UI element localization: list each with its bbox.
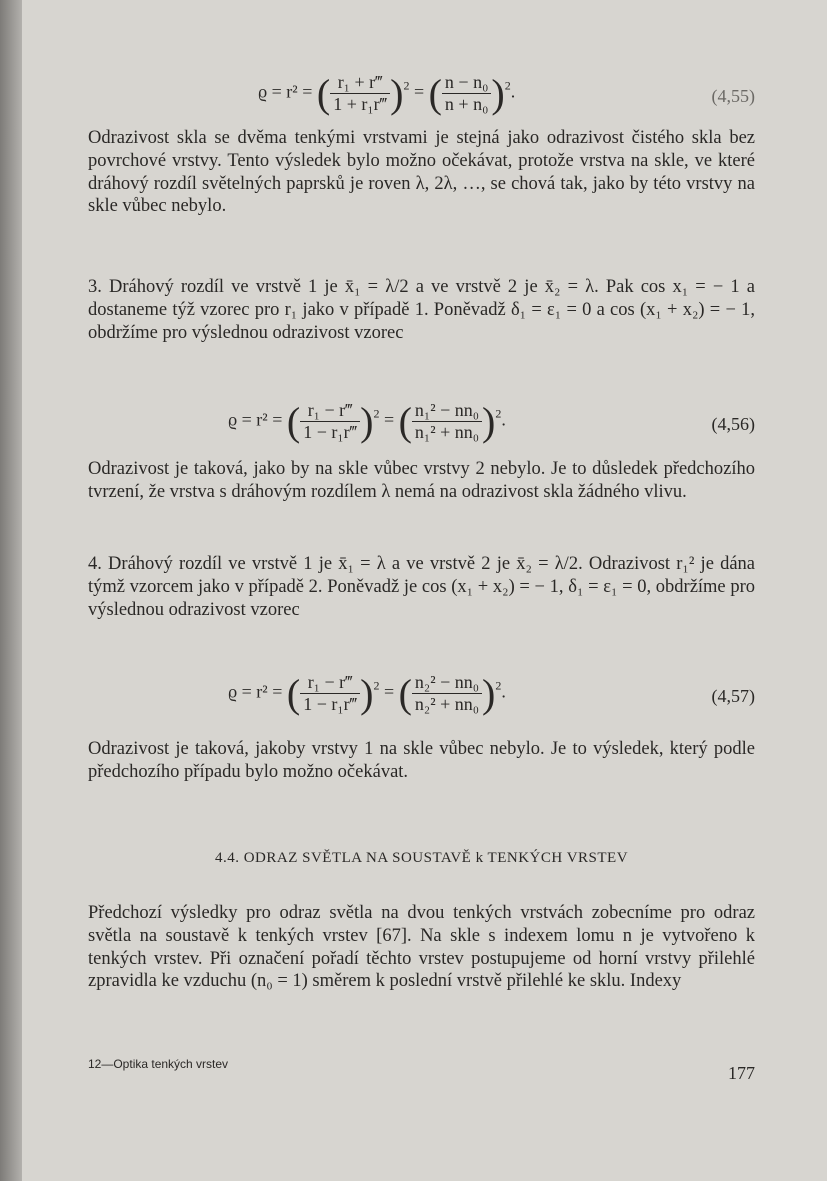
exponent: 2 [504,78,511,93]
exponent: 2 [373,406,380,421]
paragraph-2: 3. Dráhový rozdíl ve vrstvě 1 je x̄₁ = λ/2 a ve vrstvě 2 je x̄₂ = λ. Pak cos x₁ = − 1 a dostaneme týž vzorec pro r₁ jako v případě 1. Poněvadž δ₁ = ε₁ = 0 a cos (x₁ + x₂) = − 1, obdržíme pro výslednou odrazivost vzorec [88,277,755,343]
fraction [330,72,390,115]
equation-body [228,398,506,445]
paragraph-5: Odrazivost je taková, jakoby vrstvy 1 na skle vůbec nebylo. Je to výsledek, který podle předchozího případu bylo možno očekávat. [88,739,755,782]
equation-4-57 [88,668,755,728]
equation-4-56 [88,396,755,456]
equation-4-55 [88,66,755,126]
paragraph-1: Odrazivost skla se dvěma tenkými vrstvami je stejná jako odrazivost čistého skla bez povrchové vrstvy. Tento výsledek bylo možno očekávat, protože vrstva na skle, ve které dráhový rozdíl světelných paprsků je roven λ, 2λ, …, se chová tak, jako by této vrstvy na skle vůbec nebylo. [88,128,755,217]
equation-body [228,670,506,717]
equals-sign: = [383,409,395,430]
denominator: n₁² + nn₀ [414,422,480,442]
exponent: 2 [403,78,410,93]
paragraph-4: 4. Dráhový rozdíl ve vrstvě 1 je x̄₁ = λ a ve vrstvě 2 je x̄₂ = λ/2. Odrazivost r₁² je dána týmž vzorcem jako v případě 2. Poněvadž je cos (x₁ + x₂) = − 1, δ₁ = ε₁ = 0, obdržíme pro výslednou odrazivost vzorec [88,554,755,620]
numerator: r₁ − r‴ [300,672,360,694]
equation-period: . [501,681,506,702]
book-spine-shadow [0,0,22,1181]
equation-period: . [501,409,506,430]
numerator: n − n₀ [442,72,491,94]
section-heading: 4.4. ODRAZ SVĚTLA NA SOUSTAVĚ k TENKÝCH VRSTEV [214,850,629,866]
fraction [412,400,482,443]
paragraph-3: Odrazivost je taková, jako by na skle vůbec vrstvy 2 nebylo. Je to důsledek předchozího tvrzení, že vrstva s dráhovým rozdílem λ nemá na odrazivost skla žádného vlivu. [88,459,755,502]
equation-lhs: ϱ = r² = [228,409,283,430]
equation-body [258,70,515,117]
close-paren: ) [390,71,404,116]
open-paren: ( [398,399,412,444]
exponent: 2 [373,678,380,693]
open-paren: ( [316,71,331,116]
close-paren: ) [360,399,374,444]
open-paren: ( [286,671,301,716]
equation-period: . [510,81,516,102]
fraction [442,72,491,115]
denominator: n + n₀ [444,94,489,114]
equals-sign: = [413,81,425,102]
numerator: r₁ + r‴ [330,72,390,94]
denominator: 1 − r₁r‴ [303,694,358,714]
fraction [300,400,360,443]
open-paren: ( [286,399,301,444]
fraction [300,672,360,715]
exponent: 2 [495,406,502,421]
close-paren: ) [360,671,374,716]
close-paren: ) [482,671,496,716]
open-paren: ( [398,671,412,716]
equation-number: (4,55) [711,86,755,106]
numerator: n₂² − nn₀ [412,672,482,694]
equation-lhs: ϱ = r² = [228,681,283,702]
exponent: 2 [495,678,502,693]
denominator: 1 + r₁r‴ [333,94,388,114]
close-paren: ) [482,399,496,444]
equals-sign: = [383,681,395,702]
paragraph-6: Předchozí výsledky pro odraz světla na dvou tenkých vrstvách zobecníme pro odraz světla na soustavě k tenkých vrstev [67]. Na skle s indexem lomu n je vytvořeno k tenkých vrstev. Při označení pořadí těchto vrstev postupujeme od horní vrstvy přilehlé zpravidla ke vzduchu (n₀ = 1) směrem k poslední vrstvě přilehlé ke sklu. Indexy [88,903,755,992]
footer-signature: 12—Optika tenkých vrstev [88,1057,229,1071]
equation-number: (4,57) [711,686,755,706]
equation-lhs: ϱ = r² = [258,81,313,102]
numerator: n₁² − nn₀ [412,400,482,422]
close-paren: ) [491,71,505,116]
open-paren: ( [428,71,442,116]
equation-number: (4,56) [711,414,755,434]
fraction [412,672,482,715]
denominator: 1 − r₁r‴ [303,422,358,442]
denominator: n₂² + nn₀ [414,694,480,714]
page-number: 177 [728,1063,755,1083]
numerator: r₁ − r‴ [300,400,360,422]
